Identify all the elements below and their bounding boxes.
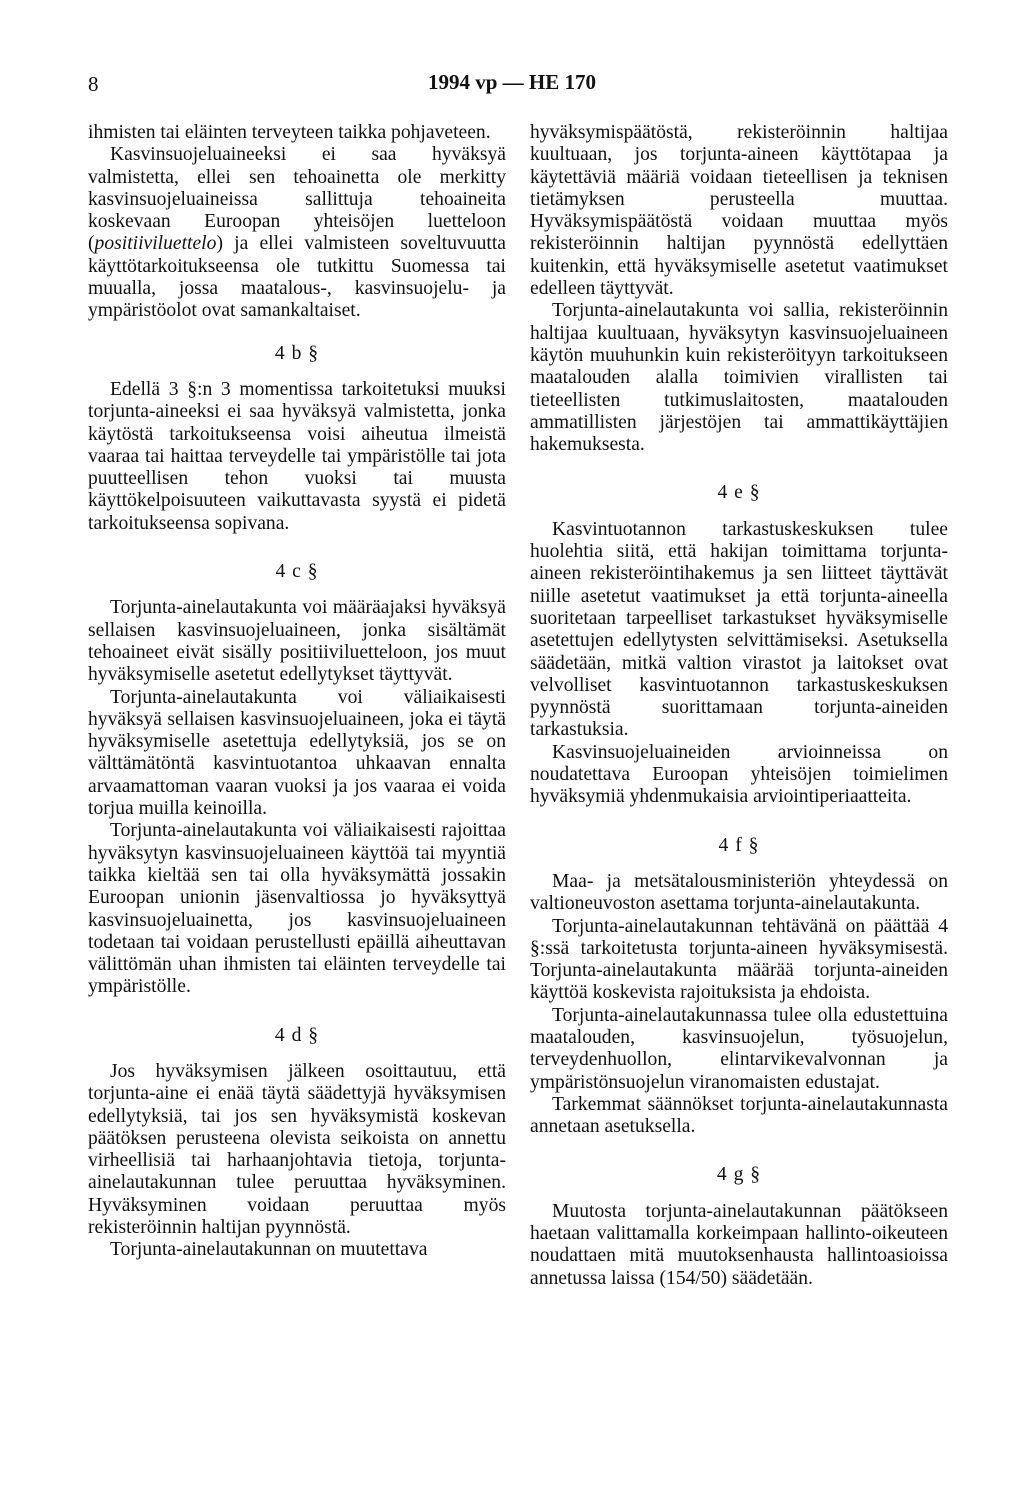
- paragraph-text: Kasvinsuojeluaineeksi ei saa hyväksyä valmistetta, ellei sen tehoainetta ole merkitty kasvinsuojeluaineissa sallittuja tehoaineita koskevaan Euroopan yhteisöjen luetteloon (: [88, 144, 506, 255]
- document-header: 1994 vp — HE 170: [427, 70, 597, 94]
- paragraph: Torjunta-ainelautakunnan on muutettava: [110, 1239, 428, 1261]
- paragraph: Tarkemmat säännökset torjunta-ainelautakunnasta annetaan asetuksella.: [530, 1093, 948, 1138]
- section-heading-4b: 4 b §: [274, 342, 320, 364]
- paragraph: Kasvinsuojeluaineiden arvioinneissa on noudatettava Euroopan yhteisöjen toimielimen hyväksymiä yhdenmukaisia arviointiperiaatteita.: [530, 741, 948, 808]
- paragraph: Maa- ja metsätalousministeriön yhteydessä on valtioneuvoston asettama torjunta-ainelautakunta.: [530, 870, 948, 915]
- section-heading-4c: 4 c §: [275, 561, 319, 583]
- section-heading-4e: 4 e §: [717, 482, 761, 504]
- paragraph: Kasvintuotannon tarkastuskeskuksen tulee huolehtia siitä, että hakijan toimittama torjunta-aineen rekisteröintihakemus ja sen liitteet täyttävät niille asetetut vaatimukset ja että torjunta-aineella suoritetaan tarpeelliset tarkastukset hyväksymiselle asetettujen edellytysten selvittämiseksi. Asetuksella säädetään, mitkä valtion virastot ja laitokset ovat velvolliset kasvintuotannon tarkastuskeskuksen pyynnöstä suorittamaan torjunta-aineiden tarkastuksia.: [530, 518, 948, 741]
- section-heading-4g: 4 g §: [716, 1164, 762, 1186]
- paragraph: hyväksymispäätöstä, rekisteröinnin haltijaa kuultuaan, jos torjunta-aineen käyttötapaa ja käytettäviä määriä voidaan tieteellisen ja teknisen tietämyksen perusteella muuttaa. Hyväksymispäätöstä voidaan muuttaa myös rekisteröinnin haltijan pyynnöstä edellyttäen kuitenkin, että hyväksymiselle asetetut vaatimukset edelleen täyttyvät.: [530, 122, 948, 300]
- paragraph: Torjunta-ainelautakunta voi väliaikaisesti hyväksyä sellaisen kasvinsuojeluaineen, joka ei täytä hyväksymiselle asetettuja edellytyksiä, jos se on välttämätöntä kasvintuotantoa uhkaavan ennalta arvaamattoman vaaran vuoksi ja jos vaaraa ei voida torjua muilla keinoilla.: [88, 686, 506, 820]
- paragraph: [88, 144, 506, 322]
- paragraph: Torjunta-ainelautakunnassa tulee olla edustettuina maatalouden, kasvinsuojelun, työsuojelun, terveydenhuollon, elintarvikevalvonnan ja ympäristönsuojelun viranomaisten edustajat.: [530, 1004, 948, 1093]
- section-heading-4f: 4 f §: [718, 834, 760, 856]
- left-column: [88, 122, 506, 1262]
- paragraph: Edellä 3 §:n 3 momentissa tarkoitetuksi muuksi torjunta-aineeksi ei saa hyväksyä valmistetta, jonka käytöstä tarkoitukseensa voisi aiheutua ilmeistä vaaraa tai haittaa terveydelle tai ympäristölle tai jota puutteellisen tehon vuoksi tai muusta käyttökelpoisuuteen vaikuttavasta syystä ei pidetä tarkoitukseensa sopivana.: [88, 378, 506, 534]
- paragraph: Jos hyväksymisen jälkeen osoittautuu, että torjunta-aine ei enää täytä säädettyjä hyväksymisen edellytyksiä, tai jos sen hyväksymistä koskevan päätöksen perusteena olevista seikoista on annettu virheellisiä tai harhaanjohtavia tietoja, torjunta-ainelautakunnan tulee peruuttaa hyväksyminen. Hyväksyminen voidaan peruuttaa myös rekisteröinnin haltijan pyynnöstä.: [88, 1060, 506, 1239]
- paragraph: Torjunta-ainelautakunta voi määräajaksi hyväksyä sellaisen kasvinsuojeluaineen, jonka sisältämät tehoaineet eivät sisälly positiiviluetteloon, jos muut hyväksymiselle asetetut edellytykset täyttyvät.: [88, 597, 506, 686]
- paragraph: ihmisten tai eläinten terveyteen taikka pohjaveteen.: [88, 122, 491, 143]
- paragraph-text: ) ja ellei valmisteen soveltuvuutta käyttötarkoitukseensa ole tutkittu Suomessa tai muualla, jossa maatalous-, kasvinsuojelu- ja ympäristöolot ovat samankaltaiset.: [88, 233, 506, 322]
- section-heading-4d: 4 d §: [274, 1024, 320, 1046]
- right-column: [530, 122, 948, 1290]
- paragraph: Torjunta-ainelautakunta voi väliaikaisesti rajoittaa hyväksytyn kasvinsuojeluaineen käyttöä tai myyntiä taikka kieltää sen tai olla hyväksymättä jossakin Euroopan unionin jäsenvaltiossa jo hyväksyttyä kasvinsuojeluainetta, jos kasvinsuojeluaineen todetaan tai voidaan perustellusti epäillä aiheuttavan välittömän uhan ihmisten tai eläinten terveydelle tai ympäristölle.: [88, 820, 506, 998]
- paragraph: Torjunta-ainelautakunta voi sallia, rekisteröinnin haltijaa kuultuaan, hyväksytyn kasvinsuojeluaineen käytön muuhunkin kuin rekisteröityyn tarkoitukseen maatalouden alalla toimivien virallisten tai tieteellisten tutkimuslaitosten, maatalouden ammatillisten järjestöjen tai ammattikäyttäjien hakemuksesta.: [530, 300, 948, 456]
- paragraph: Muutosta torjunta-ainelautakunnan päätökseen haetaan valittamalla korkeimpaan hallinto-oikeuteen noudattaen mitä muutoksenhausta hallintoasioissa annetussa laissa (154/50) säädetään.: [530, 1200, 948, 1289]
- italic-term: positiiviluettelo: [94, 233, 217, 255]
- page-number: 8: [88, 72, 99, 96]
- paragraph: Torjunta-ainelautakunnan tehtävänä on päättää 4 §:ssä tarkoitetusta torjunta-aineen hyväksymisestä. Torjunta-ainelautakunta määrää torjunta-aineiden käyttöä koskevista rajoituksista ja ehdoista.: [530, 915, 948, 1004]
